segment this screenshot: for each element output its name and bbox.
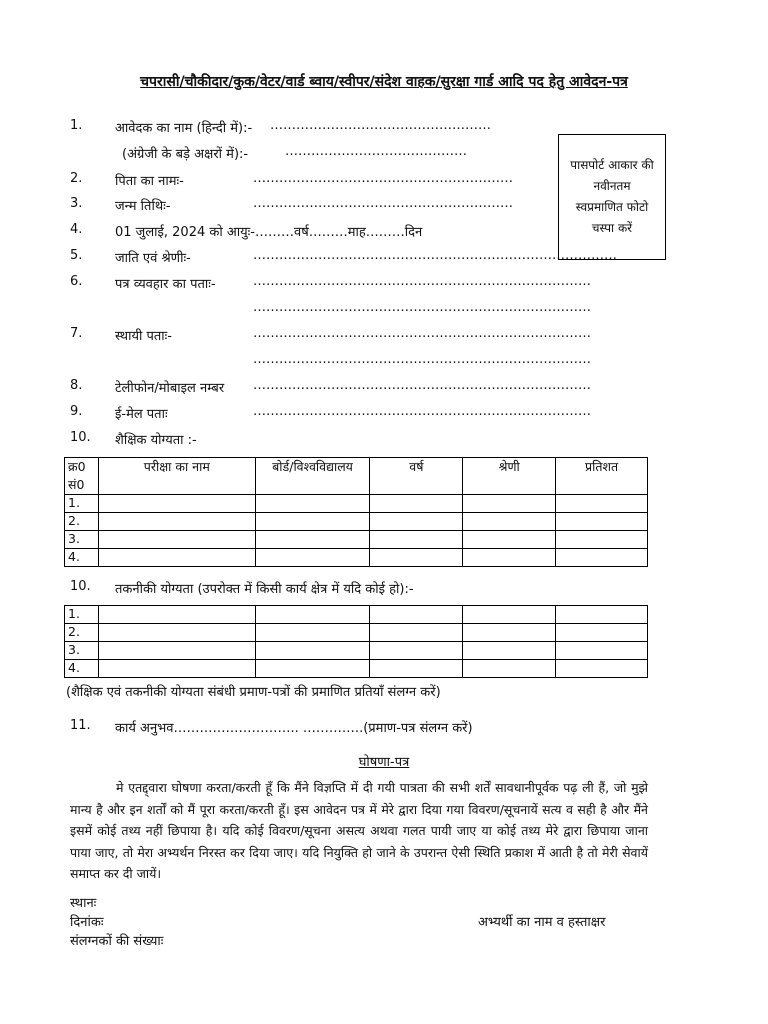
table-cell[interactable] bbox=[255, 624, 370, 642]
table-cell[interactable] bbox=[463, 531, 556, 549]
table-cell[interactable] bbox=[98, 513, 255, 531]
table-cell[interactable] bbox=[370, 531, 463, 549]
table-cell[interactable] bbox=[556, 513, 648, 531]
field-number: 11. bbox=[70, 718, 91, 733]
table-cell[interactable] bbox=[556, 660, 648, 678]
age-field[interactable]: 01 जुलाई, 2024 को आयुः-………वर्ष………माह………दिन bbox=[115, 225, 423, 240]
col-division: श्रेणी bbox=[463, 458, 556, 495]
field-number: 7. bbox=[70, 326, 83, 341]
technical-table bbox=[64, 605, 648, 678]
table-cell[interactable] bbox=[370, 495, 463, 513]
table-cell[interactable] bbox=[98, 549, 255, 567]
table-cell[interactable] bbox=[370, 642, 463, 660]
attachment-note: (शैक्षिक एवं तकनीकी योग्यता संबंधी प्रमाण-पत्रों की प्रमाणित प्रतियाँ संलग्न करें) bbox=[66, 685, 441, 700]
table-cell[interactable] bbox=[98, 642, 255, 660]
row-number: 2. bbox=[65, 513, 99, 531]
table-cell[interactable] bbox=[556, 495, 648, 513]
table-cell[interactable] bbox=[370, 624, 463, 642]
col-board: बोर्ड/विश्वविद्यालय bbox=[255, 458, 370, 495]
table-row bbox=[65, 660, 648, 678]
field-number: 3. bbox=[70, 196, 83, 211]
table-cell[interactable] bbox=[463, 660, 556, 678]
table-cell[interactable] bbox=[370, 549, 463, 567]
table-cell[interactable] bbox=[255, 495, 370, 513]
table-cell[interactable] bbox=[255, 642, 370, 660]
education-label: शैक्षिक योग्यता :- bbox=[115, 433, 197, 448]
table-cell[interactable] bbox=[556, 549, 648, 567]
field-number: 8. bbox=[70, 378, 83, 393]
place-label: स्थानः bbox=[70, 896, 97, 911]
table-cell[interactable] bbox=[463, 495, 556, 513]
table-cell[interactable] bbox=[370, 606, 463, 624]
name-hindi-field[interactable]: …………………………………………… bbox=[270, 118, 491, 133]
work-experience-field[interactable]: कार्य अनुभव……………………….. …………..(प्रमाण-पत्र संलग्न करें) bbox=[115, 721, 473, 736]
row-number: 4. bbox=[65, 660, 99, 678]
dob-label: जन्म तिथिः- bbox=[115, 199, 171, 214]
table-cell[interactable] bbox=[98, 660, 255, 678]
field-number: 10. bbox=[70, 430, 91, 445]
col-percentage: प्रतिशत bbox=[556, 458, 648, 495]
table-cell[interactable] bbox=[463, 624, 556, 642]
email-field[interactable]: …………………………………………………………………… bbox=[253, 404, 591, 419]
row-number: 3. bbox=[65, 642, 99, 660]
correspondence-address-field[interactable]: …………………………………………………………………… bbox=[253, 274, 591, 289]
table-header-row bbox=[65, 458, 648, 495]
row-number: 1. bbox=[65, 495, 99, 513]
table-row bbox=[65, 624, 648, 642]
caste-label: जाति एवं श्रेणीः- bbox=[115, 251, 191, 266]
field-number: 5. bbox=[70, 248, 83, 263]
table-cell[interactable] bbox=[255, 531, 370, 549]
table-cell[interactable] bbox=[255, 606, 370, 624]
table-cell[interactable] bbox=[98, 606, 255, 624]
table-cell[interactable] bbox=[556, 531, 648, 549]
table-cell[interactable] bbox=[255, 513, 370, 531]
correspondence-address-field-2[interactable]: …………………………………………………………………… bbox=[253, 300, 591, 315]
table-cell[interactable] bbox=[98, 624, 255, 642]
attachments-count-label: संलग्नकों की संख्याः bbox=[70, 934, 164, 949]
table-cell[interactable] bbox=[556, 624, 648, 642]
table-cell[interactable] bbox=[463, 549, 556, 567]
table-cell[interactable] bbox=[98, 531, 255, 549]
technical-qualification-label: तकनीकी योग्यता (उपरोक्त में किसी कार्य क्षेत्र में यदि कोई हो):- bbox=[115, 582, 414, 597]
table-cell[interactable] bbox=[556, 606, 648, 624]
field-number: 2. bbox=[70, 171, 83, 186]
photo-box-line: स्वप्रमाणित फोटो bbox=[575, 200, 649, 214]
table-cell[interactable] bbox=[255, 660, 370, 678]
table-cell[interactable] bbox=[463, 606, 556, 624]
permanent-address-field-2[interactable]: …………………………………………………………………… bbox=[253, 352, 591, 367]
table-row bbox=[65, 513, 648, 531]
table-row bbox=[65, 531, 648, 549]
row-number: 4. bbox=[65, 549, 99, 567]
table-cell[interactable] bbox=[370, 513, 463, 531]
phone-field[interactable]: …………………………………………………………………… bbox=[253, 378, 591, 393]
photo-box-line: नवीनतम bbox=[593, 179, 631, 193]
permanent-address-field[interactable]: …………………………………………………………………… bbox=[253, 326, 591, 341]
correspondence-address-label: पत्र व्यवहार का पताः- bbox=[115, 277, 216, 292]
father-name-label: पिता का नामः- bbox=[115, 174, 184, 189]
date-label: दिनांकः bbox=[70, 915, 104, 930]
table-cell[interactable] bbox=[463, 642, 556, 660]
declaration-text: मे एतद्द्वारा घोषणा करता/करती हूँ कि मैंने विज्ञप्ति में दी गयी पात्रता की सभी शर्तें सावधानीपूर्वक पढ़ ली हैं, जो मुझे मान्य है और इन शर्तों को मैं पूरा करता/करती हूँ। इस आवेदन पत्र में मेरे द्वारा दिया गया विवरण/सूचनायें सत्य व सही है और मैंने इसमें कोई तथ्य नहीं छिपाया है। यदि कोई विवरण/सूचना असत्य अथवा गलत पायी जाए या कोई तथ्य मेरे द्वारा छिपाया जाना पाया जाए, तो मेरा अभ्यर्थन निरस्त कर दिया जाए। यदि नियुक्ति हो जाने के उपरान्त ऐसी स्थिति प्रकाश में आती है तो मेरी सेवायें समाप्त कर दी जायें। bbox=[70, 780, 648, 881]
row-number: 1. bbox=[65, 606, 99, 624]
photo-box-line: चस्पा करें bbox=[591, 221, 633, 235]
field-number: 9. bbox=[70, 404, 83, 419]
table-row bbox=[65, 606, 648, 624]
education-table bbox=[64, 457, 648, 567]
table-cell[interactable] bbox=[255, 549, 370, 567]
col-year: वर्ष bbox=[370, 458, 463, 495]
table-cell[interactable] bbox=[556, 642, 648, 660]
permanent-address-label: स्थायी पताः- bbox=[115, 329, 172, 344]
phone-label: टेलीफोन/मोबाइल नम्बर bbox=[115, 381, 225, 396]
table-cell[interactable] bbox=[98, 495, 255, 513]
table-row bbox=[65, 642, 648, 660]
caste-field[interactable]: ………………………………………………………………………… bbox=[253, 248, 617, 263]
photo-box-line: पासपोर्ट आकार की bbox=[570, 158, 654, 172]
row-number: 3. bbox=[65, 531, 99, 549]
row-number: 2. bbox=[65, 624, 99, 642]
field-number: 4. bbox=[70, 222, 83, 237]
form-title: चपरासी/चौकीदार/कुक/वेटर/वार्ड ब्वाय/स्वीपर/संदेश वाहक/सुरक्षा गार्ड आदि पद हेतु आवेदन-पत्र bbox=[140, 74, 628, 90]
table-cell[interactable] bbox=[463, 513, 556, 531]
name-english-label: (अंग्रेजी के बड़े अक्षरों में):- bbox=[122, 147, 249, 162]
father-name-field[interactable]: …………………………………………………… bbox=[253, 171, 513, 186]
col-exam: परीक्षा का नाम bbox=[98, 458, 255, 495]
field-number: 6. bbox=[70, 274, 83, 289]
name-english-field[interactable]: …………………………………… bbox=[285, 144, 467, 159]
col-serial: क्र0 सं0 bbox=[65, 458, 99, 495]
table-row bbox=[65, 549, 648, 567]
field-number: 1. bbox=[70, 118, 83, 133]
dob-field[interactable]: …………………………………………………… bbox=[253, 196, 513, 211]
table-row bbox=[65, 495, 648, 513]
table-cell[interactable] bbox=[370, 660, 463, 678]
name-hindi-label: आवेदक का नाम (हिन्दी में):- bbox=[115, 121, 253, 136]
field-number: 10. bbox=[70, 579, 91, 594]
email-label: ई-मेल पताः bbox=[115, 407, 168, 422]
declaration-title: घोषणा-पत्र bbox=[358, 755, 410, 770]
signature-label: अभ्यर्थी का नाम व हस्ताक्षर bbox=[478, 915, 606, 930]
photo-box bbox=[558, 134, 666, 260]
